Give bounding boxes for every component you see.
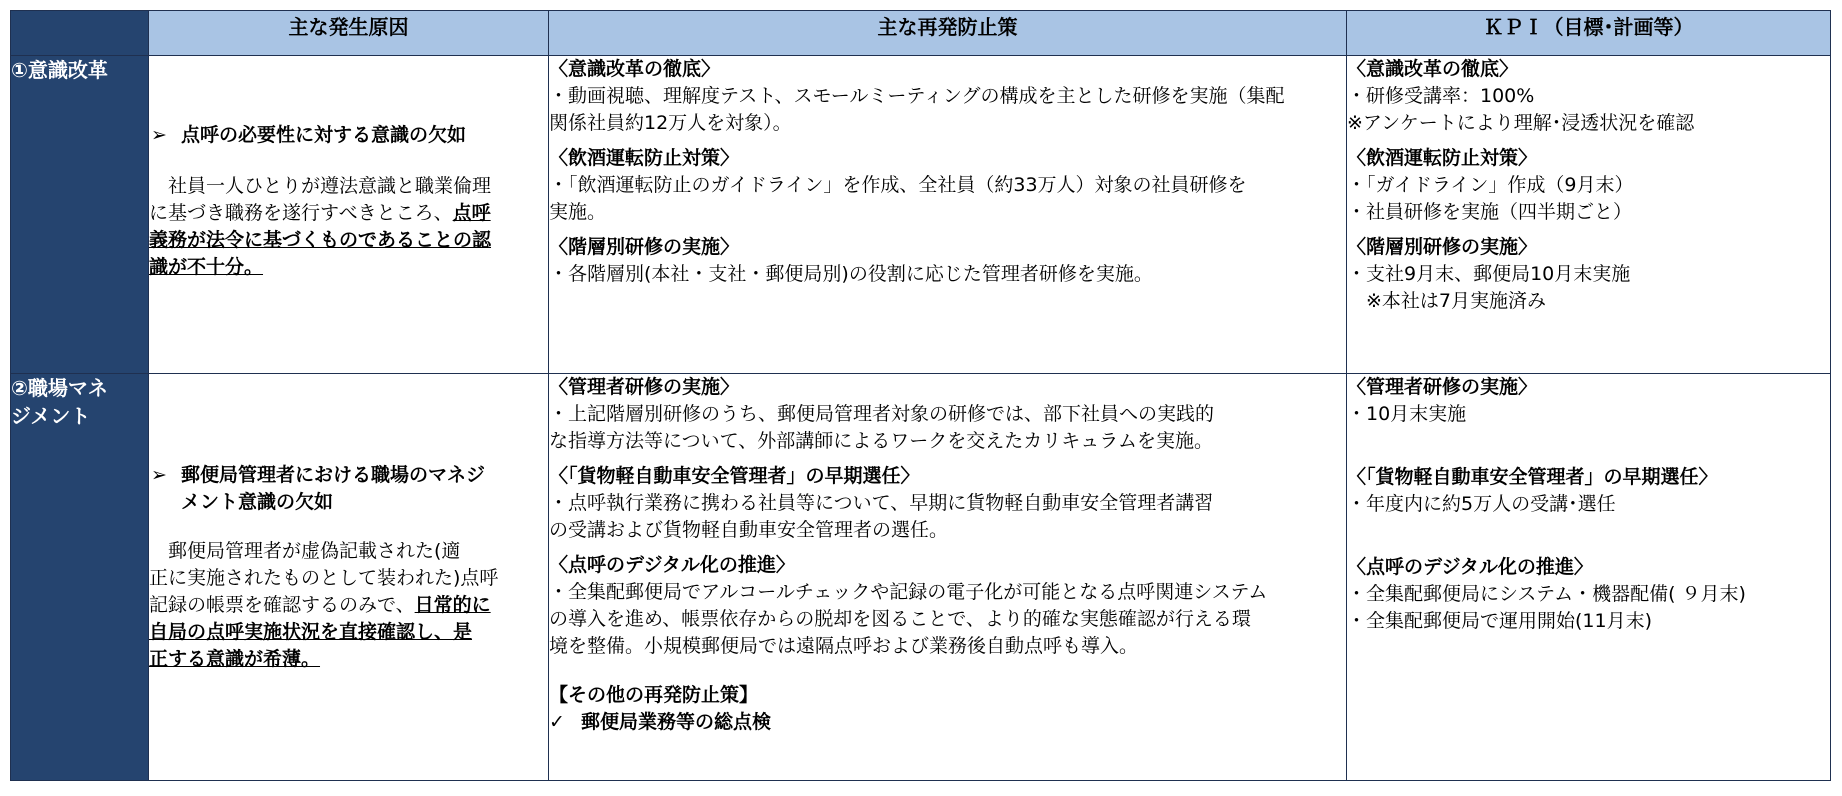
cause-text: 正に実施されたものとして装われた)点呼: [149, 567, 499, 589]
cause-text: 郵便局管理者が虚偽記載された(適: [168, 540, 461, 562]
measure-line: ・点呼執行業務に携わる社員等について、早期に貨物軽自動車安全管理者講習: [549, 492, 1214, 514]
cause-emphasis: 自局の点呼実施状況を直接確認し、是: [149, 621, 473, 643]
measure-line: ・上記階層別研修のうち、郵便局管理者対象の研修では、部下社員への実践的: [549, 403, 1215, 425]
measure-line: 実施。: [549, 201, 607, 223]
row-label-management: [11, 374, 149, 781]
kpi-line: ・支社9月末、郵便局10月末実施: [1347, 263, 1631, 285]
kpi-cell-1: [1347, 56, 1831, 374]
measure-title: 〈意識改革の徹底〉: [549, 58, 721, 80]
cause-heading: ➢ 点呼の必要性に対する意識の欠如: [149, 122, 548, 149]
row-awareness-reform: [11, 56, 1831, 374]
kpi-line: ・研修受講率：100%: [1347, 85, 1535, 107]
kpi-line: ※本社は7月実施済み: [1347, 290, 1547, 312]
arrow-bullet-icon: ➢: [151, 464, 167, 486]
row-label-text: ②職場マネ: [11, 376, 108, 400]
measure-title: 〈飲酒運転防止対策〉: [549, 147, 740, 169]
measure-line: ・全集配郵便局でアルコールチェックや記録の電子化が可能となる点呼関連システム: [549, 581, 1268, 603]
cause-emphasis: 識が不十分。: [149, 256, 264, 278]
cause-cell-2: [149, 374, 549, 781]
cause-emphasis: 正する意識が希薄。: [149, 648, 321, 670]
measure-title: 〈階層別研修の実施〉: [549, 236, 740, 258]
row-label-text: ①意識改革: [11, 58, 108, 82]
kpi-line: ・10月末実施: [1347, 403, 1467, 425]
arrow-bullet-icon: ➢: [151, 124, 167, 146]
measure-line: な指導方法等について、外部講師によるワークを交えたカリキュラムを実施。: [549, 430, 1214, 452]
kpi-line: ・年度内に約5万人の受講･選任: [1347, 493, 1616, 515]
cause-heading: メント意識の欠如: [181, 491, 334, 513]
kpi-line: ・全集配郵便局で運用開始(11月末): [1347, 610, 1653, 632]
check-icon: ✓: [549, 711, 565, 733]
cause-cell-1: [149, 56, 549, 374]
header-row: [11, 11, 1831, 56]
measures-cell-1: [549, 56, 1347, 374]
cause-text: 記録の帳票を確認するのみで、日常的に: [149, 594, 491, 616]
other-measures-item: ✓ 郵便局業務等の総点検: [549, 709, 1346, 736]
measure-title: 〈点呼のデジタル化の推進〉: [549, 554, 795, 576]
measure-line: の導入を進め、帳票依存からの脱却を図ることで、より的確な実態確認が行える環: [549, 608, 1251, 630]
row-workplace-management: [11, 374, 1831, 781]
kpi-title: 〈「貨物軽自動車安全管理者」の早期選任〉: [1347, 466, 1718, 488]
kpi-title: 〈飲酒運転防止対策〉: [1347, 147, 1538, 169]
measure-title: 〈管理者研修の実施〉: [549, 376, 740, 398]
header-corner: [11, 11, 149, 56]
other-measures-title: 【その他の再発防止策】: [549, 684, 759, 706]
measure-line: ・各階層別(本社・支社・郵便局別)の役割に応じた管理者研修を実施。: [549, 263, 1153, 285]
measure-line: 関係社員約12万人を対象）。: [549, 112, 792, 134]
kpi-line: ・社員研修を実施（四半期ごと）: [1347, 201, 1633, 223]
kpi-line: ※アンケートにより理解･浸透状況を確認: [1347, 112, 1695, 134]
cause-text: 社員一人ひとりが遵法意識と職業倫理: [168, 175, 492, 197]
kpi-title: 〈階層別研修の実施〉: [1347, 236, 1538, 258]
measure-line: の受講および貨物軽自動車安全管理者の選任。: [549, 519, 949, 541]
header-measures: 主な再発防止策: [549, 11, 1347, 56]
measures-table: [10, 10, 1831, 781]
kpi-title: 〈意識改革の徹底〉: [1347, 58, 1519, 80]
header-kpi: ＫＰＩ（目標･計画等）: [1347, 11, 1831, 56]
measure-line: ・動画視聴、理解度テスト、スモールミーティングの構成を主とした研修を実施（集配: [549, 85, 1285, 107]
kpi-title: 〈点呼のデジタル化の推進〉: [1347, 556, 1593, 578]
row-label-text: ジメント: [11, 404, 91, 428]
measures-cell-2: [549, 374, 1347, 781]
cause-heading: ➢ 郵便局管理者における職場のマネジ: [149, 462, 548, 489]
kpi-line: ・「ガイドライン」作成（9月末）: [1347, 174, 1634, 196]
measure-line: 境を整備。小規模郵便局では遠隔点呼および業務後自動点呼も導入。: [549, 635, 1139, 657]
cause-text: に基づき職務を遂行すべきところ、点呼: [149, 202, 491, 224]
row-label-awareness: [11, 56, 149, 374]
measure-line: ・「飲酒運転防止のガイドライン」を作成、全社員（約33万人）対象の社員研修を: [549, 174, 1247, 196]
kpi-cell-2: [1347, 374, 1831, 781]
kpi-line: ・全集配郵便局にシステム・機器配備( ９月末): [1347, 583, 1746, 605]
kpi-title: 〈管理者研修の実施〉: [1347, 376, 1538, 398]
measure-title: 〈「貨物軽自動車安全管理者」の早期選任〉: [549, 465, 920, 487]
cause-emphasis: 義務が法令に基づくものであることの認: [149, 229, 492, 251]
header-cause: 主な発生原因: [149, 11, 549, 56]
